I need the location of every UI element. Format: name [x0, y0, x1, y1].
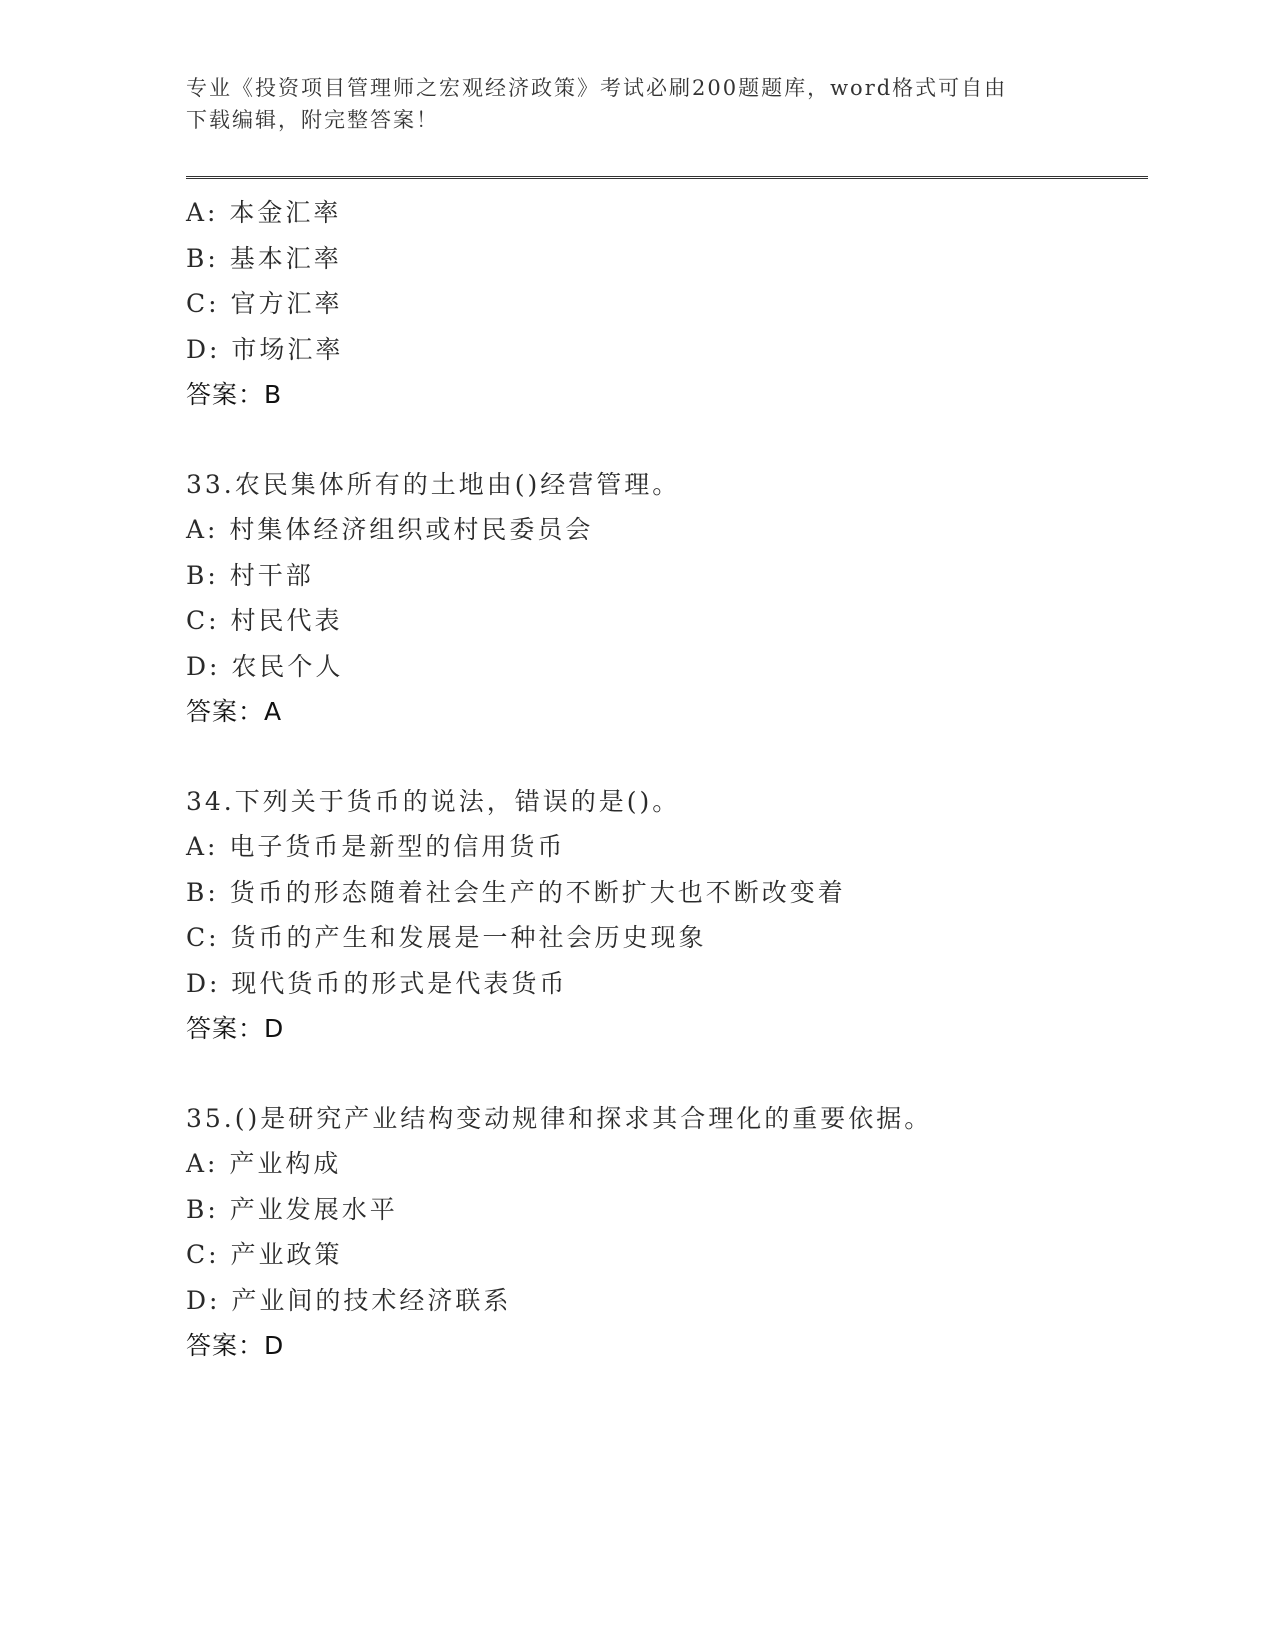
question-content: [186, 190, 1146, 1369]
answer-line: 答案：A: [186, 697, 283, 726]
question-gap: [186, 735, 1146, 779]
option-c: C: 货币的产生和发展是一种社会历史现象: [186, 923, 707, 952]
question-block-35: [186, 1096, 1146, 1369]
question-block-33: [186, 462, 1146, 735]
option-b: B: 货币的形态随着社会生产的不断扩大也不断改变着: [186, 877, 846, 907]
option-c: C: 村民代表: [186, 606, 343, 635]
question-gap: [186, 1052, 1146, 1096]
header-line-1: 专业《投资项目管理师之宏观经济政策》考试必刷200题题库，word格式可自由: [186, 76, 1008, 100]
page-header: [186, 72, 1086, 136]
option-d: D: 市场汇率: [186, 334, 344, 364]
option-d: D: 产业间的技术经济联系: [186, 1285, 512, 1315]
option-a: A: 本金汇率: [186, 198, 342, 227]
question-block-partial: [186, 190, 1146, 418]
option-a: A: 村集体经济组织或村民委员会: [186, 515, 594, 544]
option-d: D: 现代货币的形式是代表货币: [186, 968, 568, 998]
option-c: C: 官方汇率: [186, 289, 343, 318]
option-c: C: 产业政策: [186, 1240, 343, 1269]
option-b: B: 基本汇率: [186, 243, 342, 273]
header-line-2: 下载编辑，附完整答案！: [186, 108, 439, 132]
answer-line: 答案：B: [186, 380, 283, 409]
question-block-34: [186, 779, 1146, 1052]
answer-line: 答案：D: [186, 1331, 285, 1360]
question-stem: 34.下列关于货币的说法，错误的是()。: [186, 786, 681, 816]
option-a: A: 产业构成: [186, 1149, 342, 1178]
question-stem: 35.()是研究产业结构变动规律和探求其合理化的重要依据。: [186, 1103, 933, 1133]
answer-line: 答案：D: [186, 1014, 285, 1043]
header-divider: [186, 176, 1148, 179]
option-b: B: 村干部: [186, 560, 314, 590]
question-stem: 33.农民集体所有的土地由()经营管理。: [186, 469, 681, 499]
option-b: B: 产业发展水平: [186, 1194, 398, 1224]
option-a: A: 电子货币是新型的信用货币: [186, 832, 566, 861]
option-d: D: 农民个人: [186, 651, 344, 681]
question-gap: [186, 418, 1146, 462]
